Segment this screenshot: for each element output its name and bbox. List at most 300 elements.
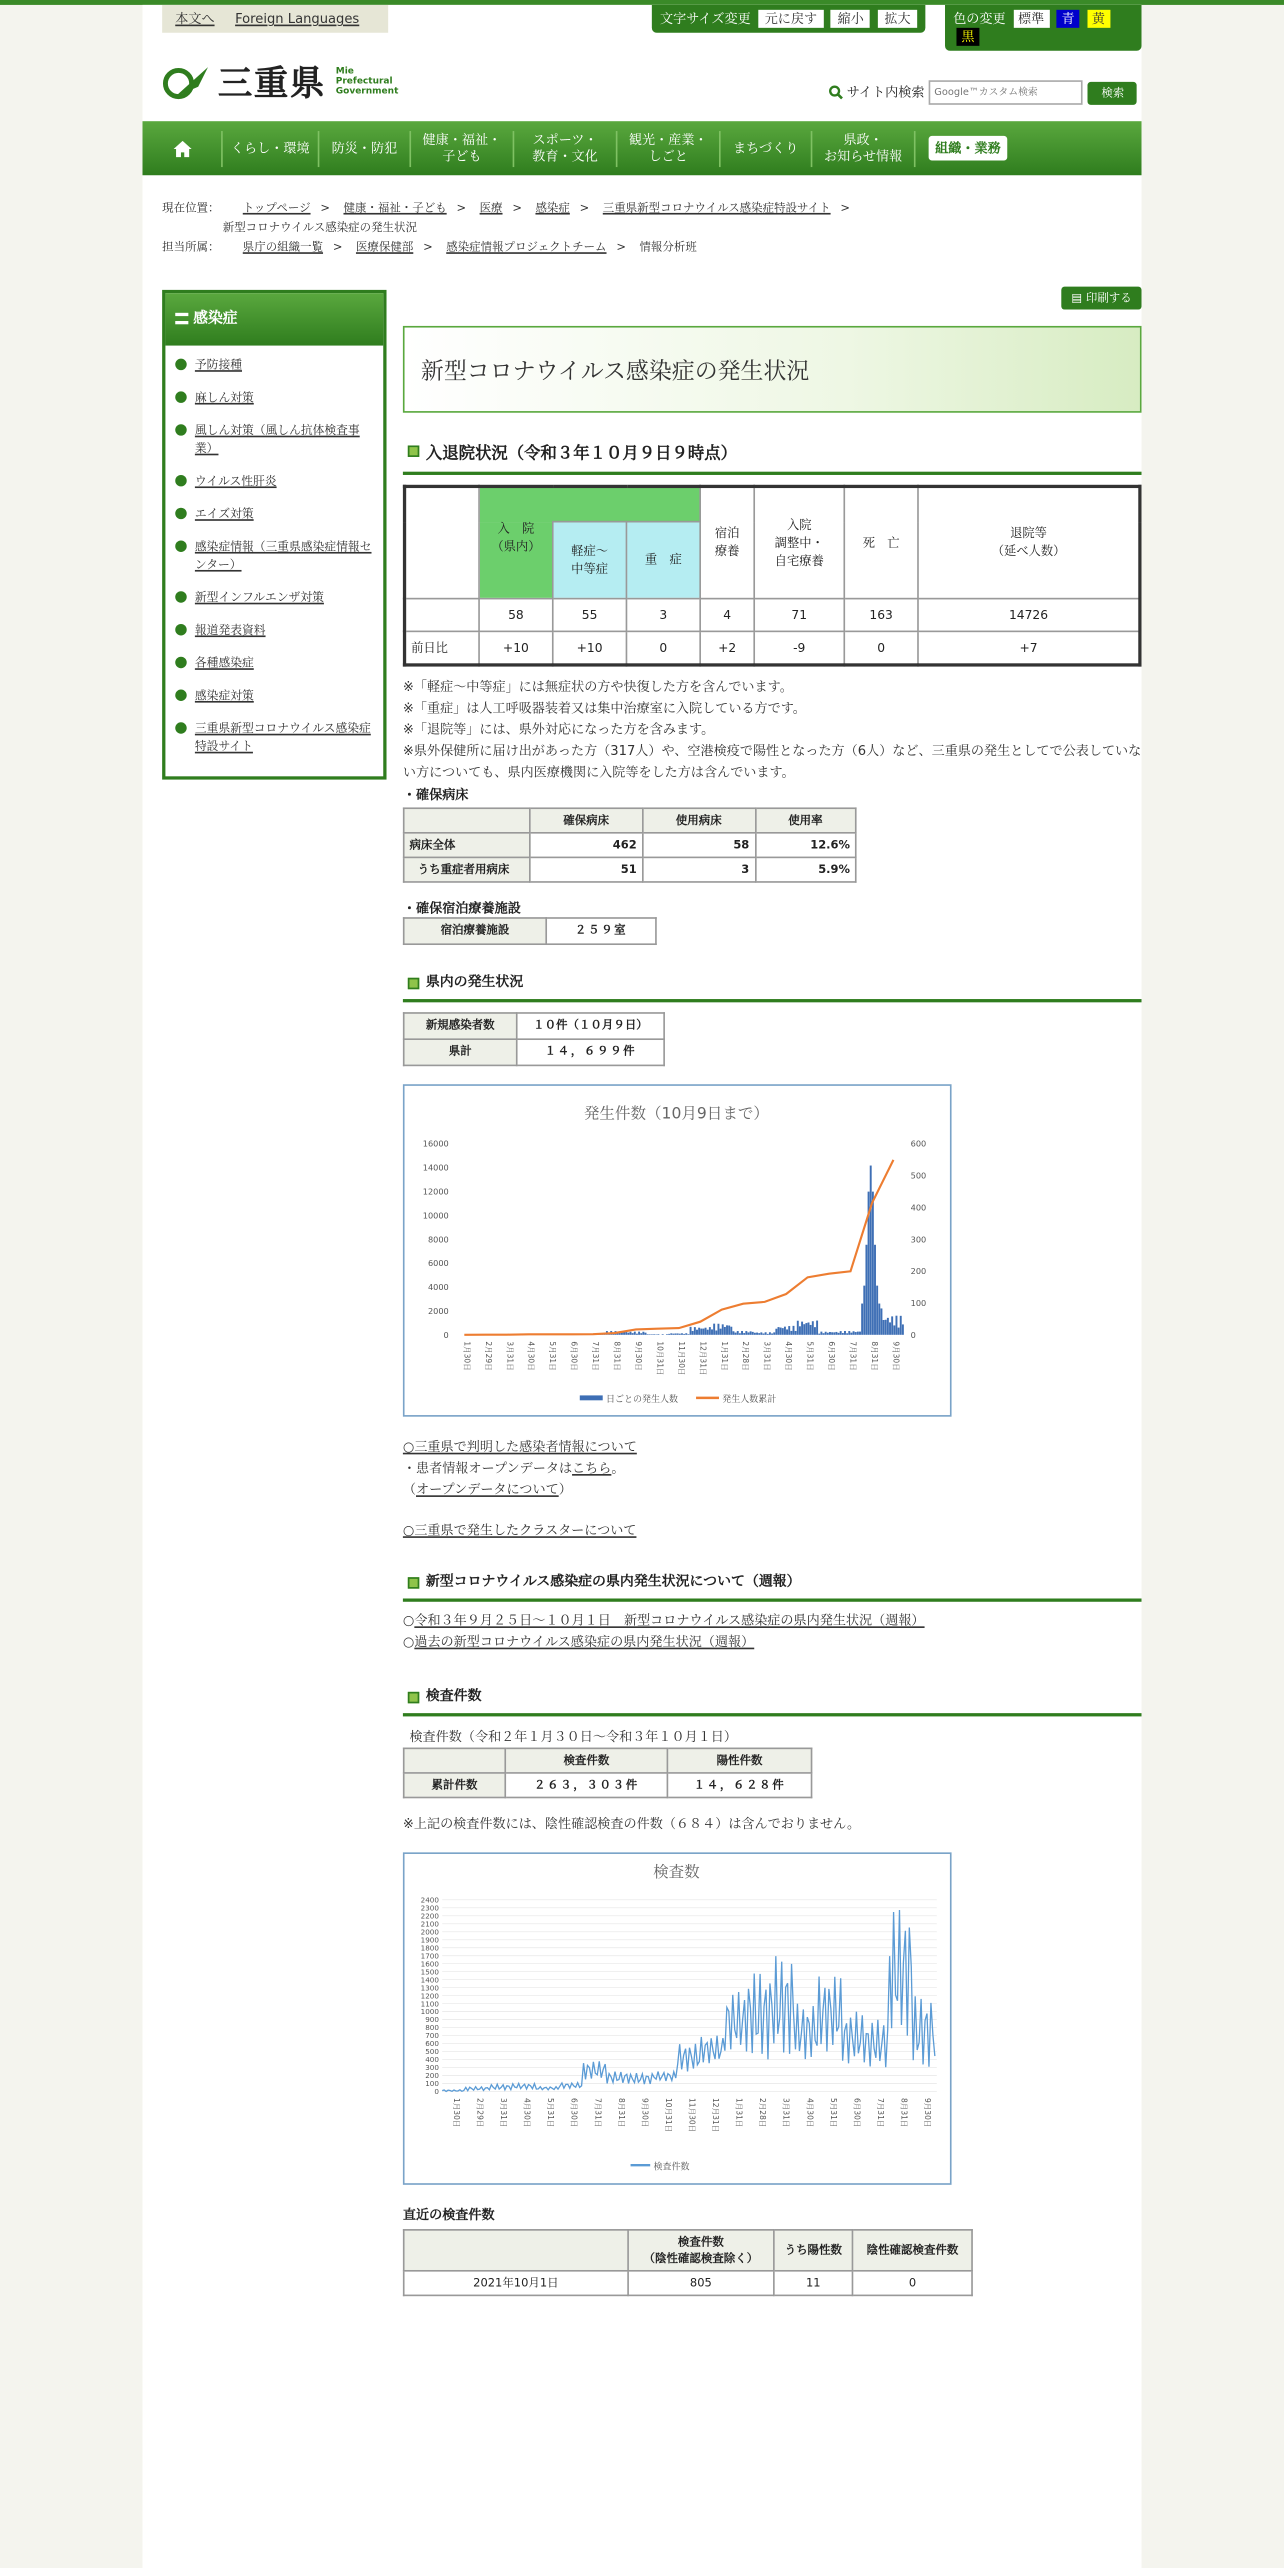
x-tick: 2月29日 [483,1340,493,1370]
dept-iryo-link[interactable]: 医療保健部 [355,240,414,254]
y-tick-left: 4000 [427,1281,449,1292]
x-tick: 11月30日 [676,1340,686,1375]
weekly-links [403,1609,1142,1652]
daily-bar [823,1332,825,1334]
search-icon [829,85,844,100]
y-tick-left: 2000 [427,1305,449,1316]
dept-project-link[interactable]: 感染症情報プロジェクトチーム [446,240,607,254]
y-tick: 0 [434,2086,439,2096]
daily-bar [670,1333,672,1334]
sidebar-item[interactable]: エイズ対策 [175,504,373,522]
hospital-status-heading: 入退院状況（令和３年１０月９日９時点） [403,432,1142,475]
y-tick-right: 300 [910,1233,927,1244]
sidebar-item[interactable]: 報道発表資料 [175,621,373,639]
y-tick: 1200 [420,1990,439,2000]
daily-bar [754,1332,756,1334]
legend-swatch-daily [580,1395,603,1400]
legend-cumulative: 発生人数累計 [722,1394,777,1405]
sidebar-title: 感染症 [165,293,383,345]
home-icon [173,140,191,156]
daily-bar [724,1326,726,1334]
x-tick: 7月31日 [848,1340,858,1370]
daily-bar [859,1331,861,1334]
recent-tests-title: 直近の検査件数 [402,2206,495,2222]
sidebar [162,290,386,780]
x-tick: 6月30日 [569,2097,579,2127]
sidebar-item[interactable]: ウイルス性肝炎 [175,472,373,490]
y-tick: 2400 [420,1894,439,1904]
daily-bar [735,1332,737,1334]
utility-links [162,5,389,33]
daily-bar [743,1332,745,1334]
x-tick: 11月30日 [687,2097,697,2132]
daily-bar [825,1331,827,1334]
x-tick: 9月30日 [633,1340,643,1370]
sidebar-item[interactable]: 風しん対策（風しん抗体検査事業） [175,421,373,457]
x-tick: 4月30日 [526,1340,536,1370]
daily-bar [891,1316,893,1334]
font-reset-button[interactable]: 元に戻す [758,10,824,28]
y-tick: 700 [425,2030,439,2040]
weekly-heading: 新型コロナウイルス感染症の県内発生状況について（週報） [403,1563,1142,1601]
daily-bar [857,1331,859,1334]
daily-bar [801,1321,803,1334]
y-tick-left: 14000 [422,1161,449,1172]
daily-bar [840,1330,842,1334]
chart-title: 発生件数（10月9日まで） [583,1103,769,1122]
daily-bar [687,1333,689,1334]
daily-bar [865,1244,867,1334]
daily-bar [722,1324,724,1334]
cluster-link[interactable]: ○三重県で発生したクラスターについて [402,1522,637,1538]
daily-bar [805,1322,807,1334]
y-tick: 1000 [420,2006,439,2016]
daily-bar [653,1333,655,1334]
daily-bar [683,1333,685,1334]
cases-chart-svg [405,1085,950,1414]
daily-bar [782,1327,784,1334]
table-row: 58 55 3 4 71 163 14726 [405,598,1140,631]
tests-note: ※上記の検査件数には、陰性確認検査の件数（６８４）は含んでおりません。 [402,1815,861,1831]
daily-bar [808,1322,810,1334]
nav-machizukuri[interactable]: まちづくり [721,130,813,166]
logo-text: 三重県 [217,62,326,104]
x-tick: 8月31日 [869,1340,879,1370]
daily-bar [692,1330,694,1334]
x-tick: 4月30日 [522,2097,532,2127]
mie-emblem-icon [162,64,211,100]
daily-bar [763,1333,765,1334]
daily-bar [767,1333,769,1334]
color-blue-button[interactable]: 青 [1057,10,1080,28]
daily-bar [788,1325,790,1334]
y-tick: 300 [425,2062,439,2072]
y-tick: 1700 [420,1950,439,1960]
daily-bar [784,1326,786,1334]
daily-bar [642,1331,644,1334]
y-tick: 400 [425,2054,439,2064]
daily-bar [681,1332,683,1333]
y-tick-right: 0 [910,1329,916,1340]
daily-bar [745,1330,747,1334]
col-mild: 軽症～ 中等症 [553,522,627,598]
y-tick: 600 [425,2038,439,2048]
daily-bar [771,1333,773,1334]
daily-bar [778,1326,780,1334]
open-data-about-link[interactable]: オープンデータについて [416,1481,559,1497]
x-tick: 4月30日 [805,2097,815,2127]
daily-bar [752,1331,754,1334]
daily-bar [732,1330,734,1334]
daily-bar [810,1324,812,1334]
daily-bar [647,1333,649,1334]
daily-bar [756,1332,758,1334]
x-tick: 3月31日 [762,1340,772,1370]
weekly-past-link[interactable]: ○過去の新型コロナウイルス感染症の県内発生状況（週報） [402,1633,755,1649]
daily-bar [773,1332,775,1334]
daily-bar [898,1327,900,1334]
nav-bousai[interactable]: 防災・防犯 [319,130,411,166]
local-status-table: 新規感染者数 １０件（１０月９日） 県計 １４，６９９件 [403,1011,665,1065]
daily-bar [726,1325,728,1334]
beds-title: ・確保病床 [402,786,469,802]
legend-daily: 日ごとの発生人数 [605,1394,679,1405]
y-tick: 100 [425,2078,439,2088]
col-hotel: 宿泊 療養 [700,486,754,597]
daily-bar [889,1322,891,1334]
search-button[interactable]: 検索 [1088,81,1137,104]
daily-bar [878,1303,880,1334]
tests-table: 検査件数 陽性件数 累計件数 ２６３，３０３件 １４，６２８件 [403,1747,812,1798]
color-label: 色の変更 [953,11,1006,27]
daily-bar [638,1331,640,1334]
col-adjust: 入院 調整中・ 自宅療養 [754,486,844,597]
global-nav [142,121,1141,175]
nav-home[interactable] [142,130,222,166]
y-tick-left: 8000 [427,1233,449,1244]
x-tick: 1月30日 [462,1340,472,1370]
daily-bar [698,1327,700,1334]
daily-bar [707,1329,709,1334]
daily-bar [780,1327,782,1334]
y-tick: 1500 [420,1966,439,1976]
daily-bar [730,1326,732,1334]
main-content [403,287,1142,2296]
daily-bar [690,1326,692,1334]
daily-bar [750,1331,752,1334]
daily-bar [630,1331,632,1334]
color-standard-button[interactable]: 標準 [1013,10,1049,28]
daily-bar [831,1331,833,1334]
daily-bar [880,1308,882,1334]
printer-icon: ▤ [1071,291,1083,305]
daily-bar [720,1328,722,1334]
x-tick: 9月30日 [891,1340,901,1370]
breadcrumb: 現在位置： トップページ > 健康・福祉・子ども > 医療 > 感染症 > 三重県新型コロナウイルス感染症特設サイト > 新型コロナウイルス感染症の発生状況 担当所属： 県庁の組織一覧 > 医療保健部 > 感染症情報プロジェクトチーム > 情報分析班 [142,175,1141,257]
skip-to-content-link[interactable]: 本文へ [175,11,215,27]
daily-bar [657,1333,659,1334]
x-tick: 12月31日 [711,2097,721,2132]
cumulative-line [464,1159,893,1334]
y-tick: 500 [425,2046,439,2056]
y-tick-left: 16000 [422,1137,449,1148]
table-row: うち重症者用病床 51 3 5.9% [404,857,856,882]
col-severe: 重 症 [626,522,700,598]
x-tick: 2月28日 [741,1340,751,1370]
daily-bar [679,1333,681,1334]
daily-bar [846,1332,848,1334]
daily-bar [895,1315,897,1334]
sidebar-item[interactable]: 麻しん対策 [175,388,373,406]
breadcrumb-current: 新型コロナウイルス感染症の発生状況 [222,221,417,235]
daily-bar [786,1329,788,1334]
daily-bar [844,1330,846,1334]
daily-bar [713,1323,715,1334]
daily-bar [883,1319,885,1334]
table-row: 2021年10月1日 805 11 0 [404,2270,972,2295]
daily-bar [870,1165,872,1334]
chart-title: 検査数 [653,1862,700,1881]
x-tick: 4月30日 [784,1340,794,1370]
daily-bar [842,1332,844,1334]
daily-bar [820,1331,822,1334]
daily-bar [838,1332,840,1334]
sidebar-item[interactable]: 三重県新型コロナウイルス感染症特設サイト [175,719,373,755]
cases-chart [403,1083,952,1415]
sidebar-item[interactable]: 感染症対策 [175,686,373,704]
breadcrumb-infection[interactable]: 感染症 [535,201,570,215]
x-tick: 1月31日 [719,1340,729,1370]
nav-kenkou[interactable]: 健康・福祉・ 子ども [411,130,514,166]
y-tick-left: 0 [443,1329,449,1340]
x-tick: 7月31日 [591,1340,601,1370]
breadcrumb-top[interactable]: トップページ [242,201,311,215]
daily-bar [645,1332,647,1334]
daily-bar [887,1317,889,1334]
y-tick-right: 600 [910,1137,927,1148]
daily-bar [835,1331,837,1334]
daily-bar [739,1332,741,1334]
x-tick: 1月30日 [451,2097,461,2127]
search-label: サイト内検索 [846,85,925,100]
table-row: 病床全体 462 58 12.6% [404,832,856,857]
x-tick: 2月29日 [475,2097,485,2127]
breadcrumb-medical[interactable]: 医療 [479,201,503,215]
daily-bar [694,1326,696,1334]
daily-bar [876,1285,878,1334]
y-tick-left: 10000 [422,1209,449,1220]
tests-chart [403,1852,952,2184]
x-tick: 10月31日 [663,2097,673,2132]
daily-bar [737,1330,739,1334]
x-tick: 10月31日 [655,1340,665,1375]
daily-bar [636,1333,638,1334]
daily-bar [702,1328,704,1334]
nav-kurashi[interactable]: くらし・環境 [223,130,320,166]
y-tick: 2300 [420,1902,439,1912]
daily-bar [872,1191,874,1334]
x-tick: 8月31日 [612,1340,622,1370]
legend-tests: 検査件数 [653,2161,690,2172]
hotel-table: 宿泊療養施設 ２５９室 [403,916,657,944]
daily-bar [790,1330,792,1334]
links-block: ○三重県で判明した感染者情報について ・患者情報オープンデータはこちら。 （オープンデータについて） ○三重県で発生したクラスターについて [403,1436,1142,1541]
y-tick-right: 500 [910,1169,927,1180]
x-tick: 9月30日 [640,2097,650,2127]
daily-bar [747,1332,749,1334]
nav-kensei[interactable]: 県政・ お知らせ情報 [812,130,915,166]
daily-bar [632,1332,634,1334]
font-size-label: 文字サイズ変更 [660,11,751,27]
x-tick: 6月30日 [826,1340,836,1370]
col-discharge: 退院等 （延べ人数） [918,486,1140,597]
daily-bar [627,1332,629,1334]
daily-bar [715,1330,717,1334]
site-search [829,80,1138,105]
daily-bar [666,1333,668,1334]
x-tick: 12月31日 [698,1340,708,1375]
x-tick: 3月31日 [505,1340,515,1370]
dept-list-link[interactable]: 県庁の組織一覧 [242,240,324,254]
daily-bar [855,1331,857,1334]
y-tick: 1400 [420,1974,439,1984]
daily-bar [685,1332,687,1334]
daily-bar [816,1320,818,1334]
daily-bar [640,1332,642,1334]
daily-bar [675,1333,677,1334]
site-logo[interactable] [162,57,398,106]
tests-caption: 検査件数（令和２年１月３０日～令和３年１０月１日） [409,1728,738,1744]
daily-bar [874,1244,876,1334]
daily-bar [709,1326,711,1334]
y-tick: 1800 [420,1942,439,1952]
x-tick: 7月31日 [875,2097,885,2127]
x-tick: 6月30日 [569,1340,579,1370]
y-tick: 200 [425,2070,439,2080]
x-tick: 6月30日 [852,2097,862,2127]
daily-bar [677,1333,679,1334]
y-tick: 2200 [420,1910,439,1920]
x-tick: 5月31日 [828,2097,838,2127]
daily-bar [668,1333,670,1334]
open-data-here-link[interactable]: こちら [572,1460,612,1475]
print-button[interactable]: ▤ 印刷する [1062,287,1142,310]
col-inpatient: 入 院 （県内） [479,522,553,598]
daily-bar [833,1332,835,1334]
daily-bar [711,1329,713,1334]
font-larger-button[interactable]: 拡大 [878,10,917,28]
daily-bar [741,1330,743,1334]
col-death: 死 亡 [844,486,918,597]
foreign-languages-link[interactable]: Foreign Languages [235,11,360,27]
weekly-latest-link[interactable]: ○令和３年９月２５日～１０月１日 新型コロナウイルス感染症の県内発生状況（週報） [402,1612,925,1628]
tests-chart-svg [405,1853,950,2182]
x-tick: 7月31日 [593,2097,603,2127]
daily-bar [765,1331,767,1334]
daily-bar [700,1328,702,1334]
daily-bar [769,1331,771,1334]
sidebar-item[interactable]: 感染症情報（三重県感染症情報センター） [175,537,373,573]
y-tick: 1900 [420,1934,439,1944]
x-tick: 1月31日 [734,2097,744,2127]
recent-tests-table: 検査件数 （陰性確認検査除く） うち陽性数 陰性確認検査件数 2021年10月1日 805 11 0 [403,2228,973,2295]
y-tick: 1600 [420,1958,439,1968]
y-tick-left: 6000 [427,1257,449,1268]
daily-bar [760,1332,762,1334]
y-tick-right: 200 [910,1265,927,1276]
y-tick-right: 400 [910,1201,927,1212]
daily-bar [893,1325,895,1334]
nav-kankou[interactable]: 観光・産業・ しごと [617,130,720,166]
hospital-status-table [403,485,1142,666]
tests-line [442,1909,935,2090]
daily-bar [814,1326,816,1334]
color-yellow-button[interactable]: 黄 [1087,10,1110,28]
color-black-button[interactable]: 黒 [956,28,979,46]
x-tick: 8月31日 [899,2097,909,2127]
sidebar-item[interactable]: 予防接種 [175,355,373,373]
daily-bar [848,1330,850,1334]
x-tick: 8月31日 [616,2097,626,2127]
daily-bar [634,1331,636,1334]
breadcrumb-covid-site[interactable]: 三重県新型コロナウイルス感染症特設サイト [602,201,831,215]
x-tick: 3月31日 [499,2097,509,2127]
hotel-title: ・確保宿泊療養施設 [402,899,521,915]
x-tick: 5月31日 [548,1340,558,1370]
y-tick: 800 [425,2022,439,2032]
daily-bar [728,1325,730,1334]
sidebar-item[interactable]: 各種感染症 [175,653,373,671]
search-input[interactable] [929,80,1083,105]
font-smaller-button[interactable]: 縮小 [831,10,870,28]
daily-bar [672,1333,674,1334]
menu-icon [175,313,188,324]
x-tick: 9月30日 [923,2097,933,2127]
local-status-heading: 県内の発生状況 [403,964,1142,1002]
daily-bar [902,1324,904,1334]
daily-bar [795,1330,797,1334]
daily-bar [625,1331,627,1334]
daily-bar [662,1333,664,1334]
nav-soshiki[interactable]: 組織・業務 [929,136,1008,161]
breadcrumb-health[interactable]: 健康・福祉・子ども [343,201,447,215]
patient-info-link[interactable]: ○三重県で判明した感染者情報について [402,1438,637,1454]
daily-bar [649,1333,651,1334]
daily-bar [863,1285,865,1334]
x-tick: 5月31日 [805,1340,815,1370]
y-tick: 1100 [420,1998,439,2008]
daily-bar [793,1325,795,1334]
daily-bar [861,1303,863,1334]
font-size-switcher [652,5,926,33]
notes: ※「軽症～中等症」には無症状の方や快復した方を含んでいます。 ※「重症」は人工呼吸器装着又は集中治療室に入院している方です。 ※「退院等」には、県外対応になった方を含みます。 ※県外保健所に届け出があった方（317人）や、空港検疫で陽性となった方（6人）など、三重県の発生としてで公表していない方についても、県内医療機関に入院等をした方は含んでいます。 [402,678,1142,779]
beds-table: 確保病床 使用病床 使用率 病床全体 462 58 12.6% うち重症者用病床 51 3 5.9% [403,807,857,882]
daily-bar [775,1328,777,1334]
daily-bar [829,1331,831,1334]
sidebar-item[interactable]: 新型インフルエンザ対策 [175,588,373,606]
daily-bar [758,1332,760,1334]
daily-bar [900,1315,902,1334]
x-tick: 5月31日 [546,2097,556,2127]
daily-bar [827,1332,829,1334]
daily-bar [803,1323,805,1334]
daily-bar [818,1333,820,1334]
daily-bar [853,1330,855,1334]
nav-sports[interactable]: スポーツ・ 教育・文化 [514,130,617,166]
y-tick: 900 [425,2014,439,2024]
daily-bar [797,1320,799,1334]
daily-bar [717,1323,719,1334]
